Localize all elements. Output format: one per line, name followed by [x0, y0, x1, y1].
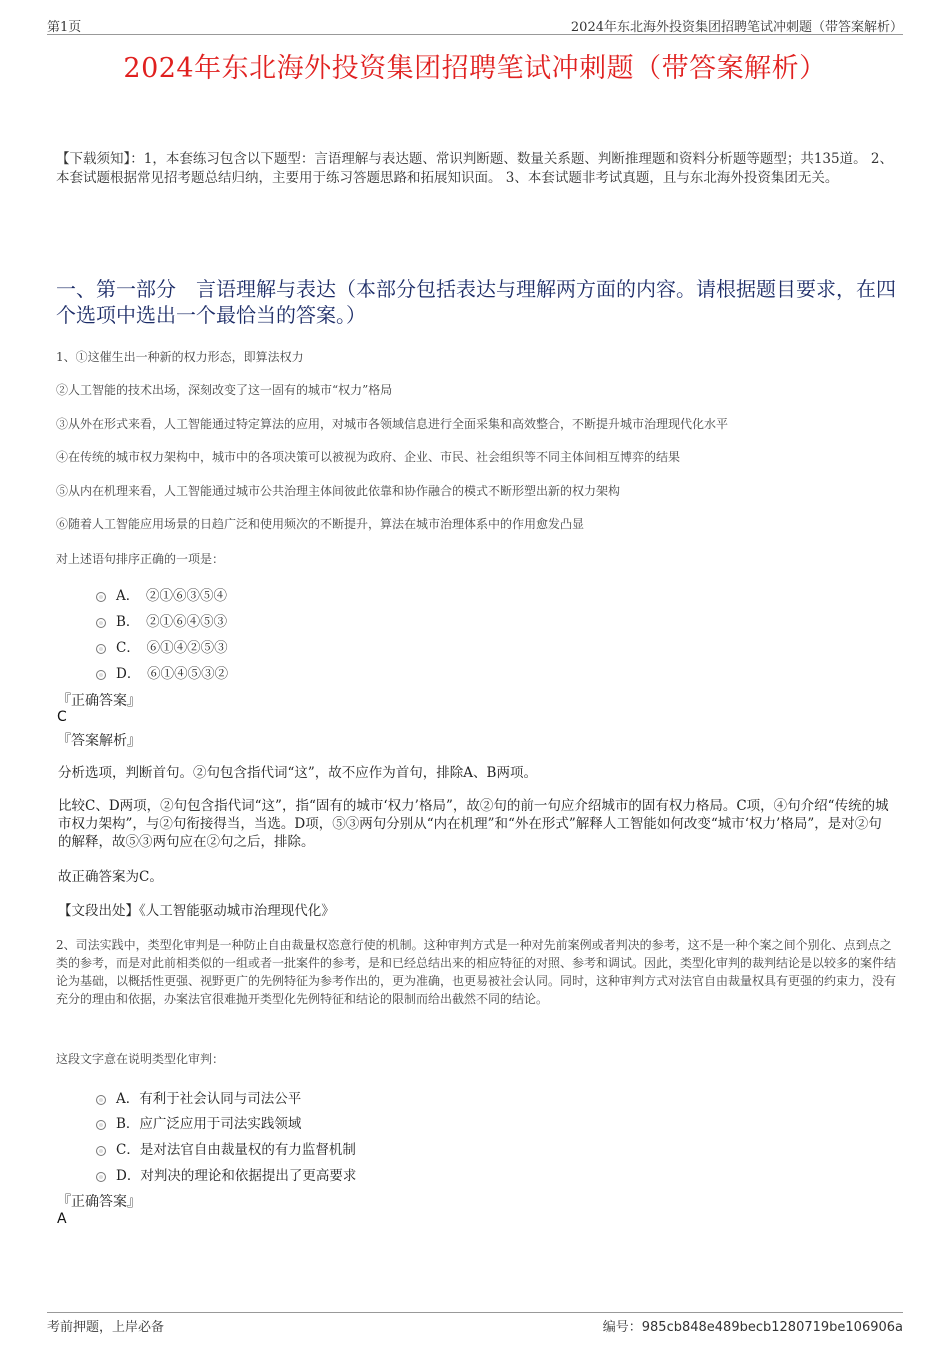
q1-option-b[interactable]: B． ②①⑥④⑤③: [96, 610, 227, 630]
q1-prompt: 对上述语句排序正确的一项是：: [56, 552, 225, 566]
q1-answer-label: 『正确答案』: [57, 693, 141, 709]
footer-code-label: 编号：: [602, 1320, 642, 1335]
page-footer: [47, 1312, 903, 1335]
q1-analysis-label: 『答案解析』: [57, 733, 141, 749]
header-doc-title: 2024年东北海外投资集团招聘笔试冲刺题（带答案解析）: [570, 20, 903, 35]
q1-answer-value: C: [57, 709, 67, 725]
radio-icon[interactable]: [96, 592, 106, 602]
section-heading: 一、第一部分 言语理解与表达（本部分包括表达与理解两方面的内容。请根据题目要求，在四个选项中选出一个最恰当的答案。）: [56, 277, 896, 327]
q2-answer-label: 『正确答案』: [57, 1194, 141, 1210]
page-number: 第1页: [47, 20, 82, 35]
radio-icon[interactable]: [96, 644, 106, 654]
footer-slogan: 考前押题，上岸必备: [47, 1320, 165, 1335]
q2-answer-value: A: [57, 1211, 67, 1227]
q1-statement-2: ②人工智能的技术出场，深刻改变了这一固有的城市“权力”格局: [56, 383, 393, 397]
download-notice: 【下载须知】：1，本套练习包含以下题型：言语理解与表达题、常识判断题、数量关系题、判断推理题和资料分析题等题型；共135道。 2、本套试题根据常见招考题总结归纳，主要用于练习答题思路和拓展知识面。 3、本套试题非考试真题，且与东北海外投资集团无关。: [56, 151, 893, 186]
page-header: [47, 14, 903, 35]
q2-stem: 2、司法实践中，类型化审判是一种防止自由裁量权恣意行使的机制。这种审判方式是一种对先前案例或者判决的参考，这不是一种个案之间个别化、点到点之类的参考，而是对此前相类似的一组或者一批案件的参考，是和已经总结出来的相应特征的对照、参考和调试。因此，类型化审判的裁判结论是以较多的案件结论为基础，以概括性更强、视野更广的先例特征为参考作出的，更为准确，也更易被社会认同。同时，这种审判方式对法官自由裁量权具有更强的约束力，没有充分的理由和依据，办案法官很难抛开类型化先例特征和结论的限制而给出截然不同的结论。: [56, 938, 897, 1006]
footer-code: [603, 1316, 903, 1335]
q2-option-d[interactable]: D．对判决的理论和依据提出了更高要求: [96, 1164, 356, 1184]
q1-analysis-para-1: 分析选项，判断首句。②句包含指代词“这”，故不应作为首句，排除A、B两项。: [58, 765, 537, 781]
footer-code-value: 985cb848e489becb1280719be106906a: [641, 1320, 903, 1335]
radio-icon[interactable]: [96, 1146, 106, 1156]
radio-icon[interactable]: [96, 1120, 106, 1130]
q1-source: 【文段出处】《人工智能驱动城市治理现代化》: [58, 903, 335, 919]
q1-statement-5: ⑤从内在机理来看，人工智能通过城市公共治理主体间彼此依靠和协作融合的模式不断形塑出新的权力架构: [56, 484, 621, 498]
q1-statement-1: 1、①这催生出一种新的权力形态，即算法权力: [56, 350, 304, 364]
q1-option-a[interactable]: A． ②①⑥③⑤④: [96, 584, 227, 604]
q2-option-c[interactable]: C．是对法官自由裁量权的有力监督机制: [96, 1138, 356, 1158]
document-title: 2024年东北海外投资集团招聘笔试冲刺题（带答案解析）: [123, 53, 827, 84]
q2-option-b[interactable]: B．应广泛应用于司法实践领域: [96, 1112, 301, 1132]
q1-statement-4: ④在传统的城市权力架构中，城市中的各项决策可以被视为政府、企业、市民、社会组织等不同主体间相互博弈的结果: [56, 450, 681, 464]
q2-option-a[interactable]: A．有利于社会认同与司法公平: [96, 1087, 301, 1107]
q1-option-d[interactable]: D． ⑥①④⑤③②: [96, 662, 228, 682]
q2-prompt: 这段文字意在说明类型化审判：: [56, 1052, 225, 1066]
q1-analysis-para-3: 故正确答案为C。: [58, 869, 163, 885]
q1-statement-6: ⑥随着人工智能应用场景的日趋广泛和使用频次的不断提升，算法在城市治理体系中的作用愈发凸显: [56, 517, 585, 531]
radio-icon[interactable]: [96, 1172, 106, 1182]
q1-analysis-para-2: 比较C、D两项，②句包含指代词“这”，指“固有的城市‘权力’格局”，故②句的前一句应介绍城市的固有权力格局。C项，④句介绍“传统的城市权力架构”，与②句衔接得当，当选。D项，⑤③两句分别从“内在机理”和“外在形式”解释人工智能如何改变“城市‘权力’格局”，是对②句的解释，故⑤③两句应在②句之后，排除。: [58, 798, 889, 850]
radio-icon[interactable]: [96, 618, 106, 628]
q1-statement-3: ③从外在形式来看，人工智能通过特定算法的应用，对城市各领域信息进行全面采集和高效整合，不断提升城市治理现代化水平: [56, 417, 729, 431]
q1-option-c[interactable]: C． ⑥①④②⑤③: [96, 636, 228, 656]
radio-icon[interactable]: [96, 670, 106, 680]
radio-icon[interactable]: [96, 1095, 106, 1105]
